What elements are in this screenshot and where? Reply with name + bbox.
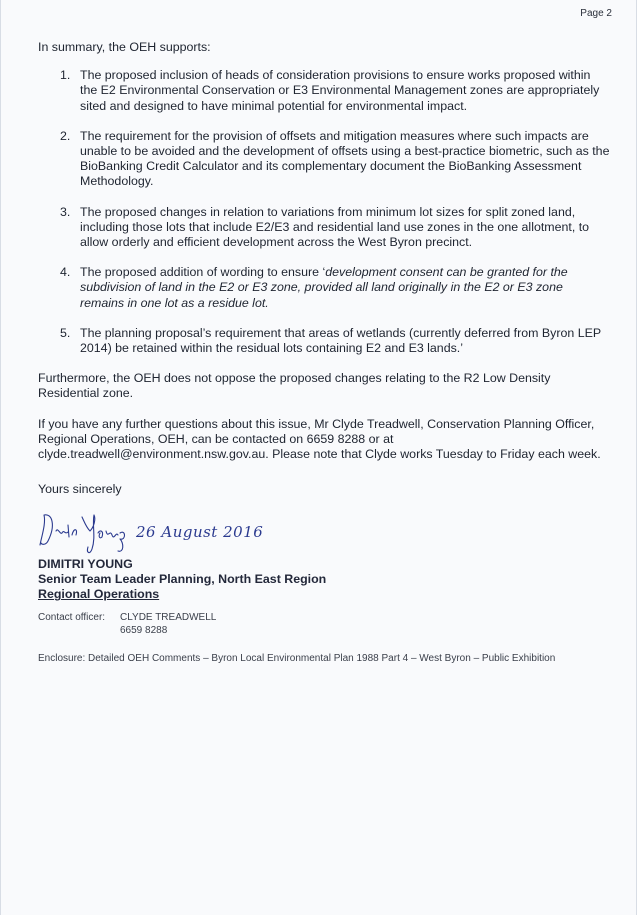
list-item-text: The proposed changes in relation to variations from minimum lot sizes for split zoned land, including those lots that include E2/E3 and residential land use zones in the one allotment, to allow orderly and efficient development across the West Byron precinct. [80, 204, 590, 250]
signer-block [38, 557, 610, 602]
list-item-text [80, 265, 568, 309]
list-item [38, 326, 610, 356]
list-item-text: The requirement for the provision of offsets and mitigation measures where such impacts are unable to be avoided and the development of offsets using a best-practice biometric, such as the BioBanking Credit Calculator and its complementary document the BioBanking Assessment Methodology. [80, 128, 610, 189]
list-item [38, 68, 610, 114]
list-item-number: 3. [60, 204, 71, 219]
list-item-number: 4. [60, 265, 71, 280]
list-item-quoted-text: development consent can be granted for the subdivision of land in the E2 or E3 zone, provided all land originally in the E2 or E3 zone remains in one lot as a residue lot. [80, 265, 568, 310]
signature-date: 26 August 2016 [136, 523, 264, 542]
signature-block [38, 505, 610, 557]
contact-label: Contact officer: [38, 612, 106, 624]
list-item-number: 5. [60, 325, 71, 340]
furthermore-paragraph: Furthermore, the OEH does not oppose the proposed changes relating to the R2 Low Density Residential zone. [38, 371, 551, 401]
signer-name: DIMITRI YOUNG [38, 557, 133, 572]
list-item [38, 265, 610, 311]
intro-paragraph: In summary, the OEH supports: [38, 40, 211, 54]
list-item-number: 2. [60, 128, 71, 143]
questions-paragraph: If you have any further questions about this issue, Mr Clyde Treadwell, Conservation Planning Officer, Regional Operations, OEH, can be contacted on 6659 8288 or at clyde.treadwell@environment.nsw.gov.au. Please note that Clyde works Tuesday to Friday each week. [38, 416, 601, 462]
page-number: Page 2 [580, 8, 612, 19]
contact-officer [38, 612, 610, 637]
list-item-text: The planning proposal’s requirement that areas of wetlands (currently deferred from Byron LEP 2014) be retained within the residual lots containing E2 and E3 lands.’ [80, 325, 601, 356]
list-item [38, 205, 610, 251]
contact-phone: 6659 8288 [120, 624, 168, 636]
contact-name: CLYDE TREADWELL [120, 612, 217, 624]
signer-division: Regional Operations [38, 587, 160, 602]
signer-title: Senior Team Leader Planning, North East Region [38, 572, 327, 587]
enclosure-note: Enclosure: Detailed OEH Comments – Byron Local Environmental Plan 1988 Part 4 – West Byron – Public Exhibition [38, 653, 556, 665]
list-item [38, 129, 610, 190]
contact-details [120, 612, 216, 637]
closing-salutation: Yours sincerely [38, 482, 122, 497]
handwritten-signature [38, 505, 133, 557]
list-item-text-lead: The proposed addition of wording to ensure ‘ [80, 265, 326, 280]
list-item-number: 1. [60, 68, 71, 83]
list-item-text: The proposed inclusion of heads of consideration provisions to ensure works proposed within the E2 Environmental Conservation or E3 Environmental Management zones are appropriately sited and designed to have minimal potential for environmental impact. [80, 68, 600, 113]
letter-body [38, 40, 610, 667]
supported-points-list [38, 68, 610, 356]
